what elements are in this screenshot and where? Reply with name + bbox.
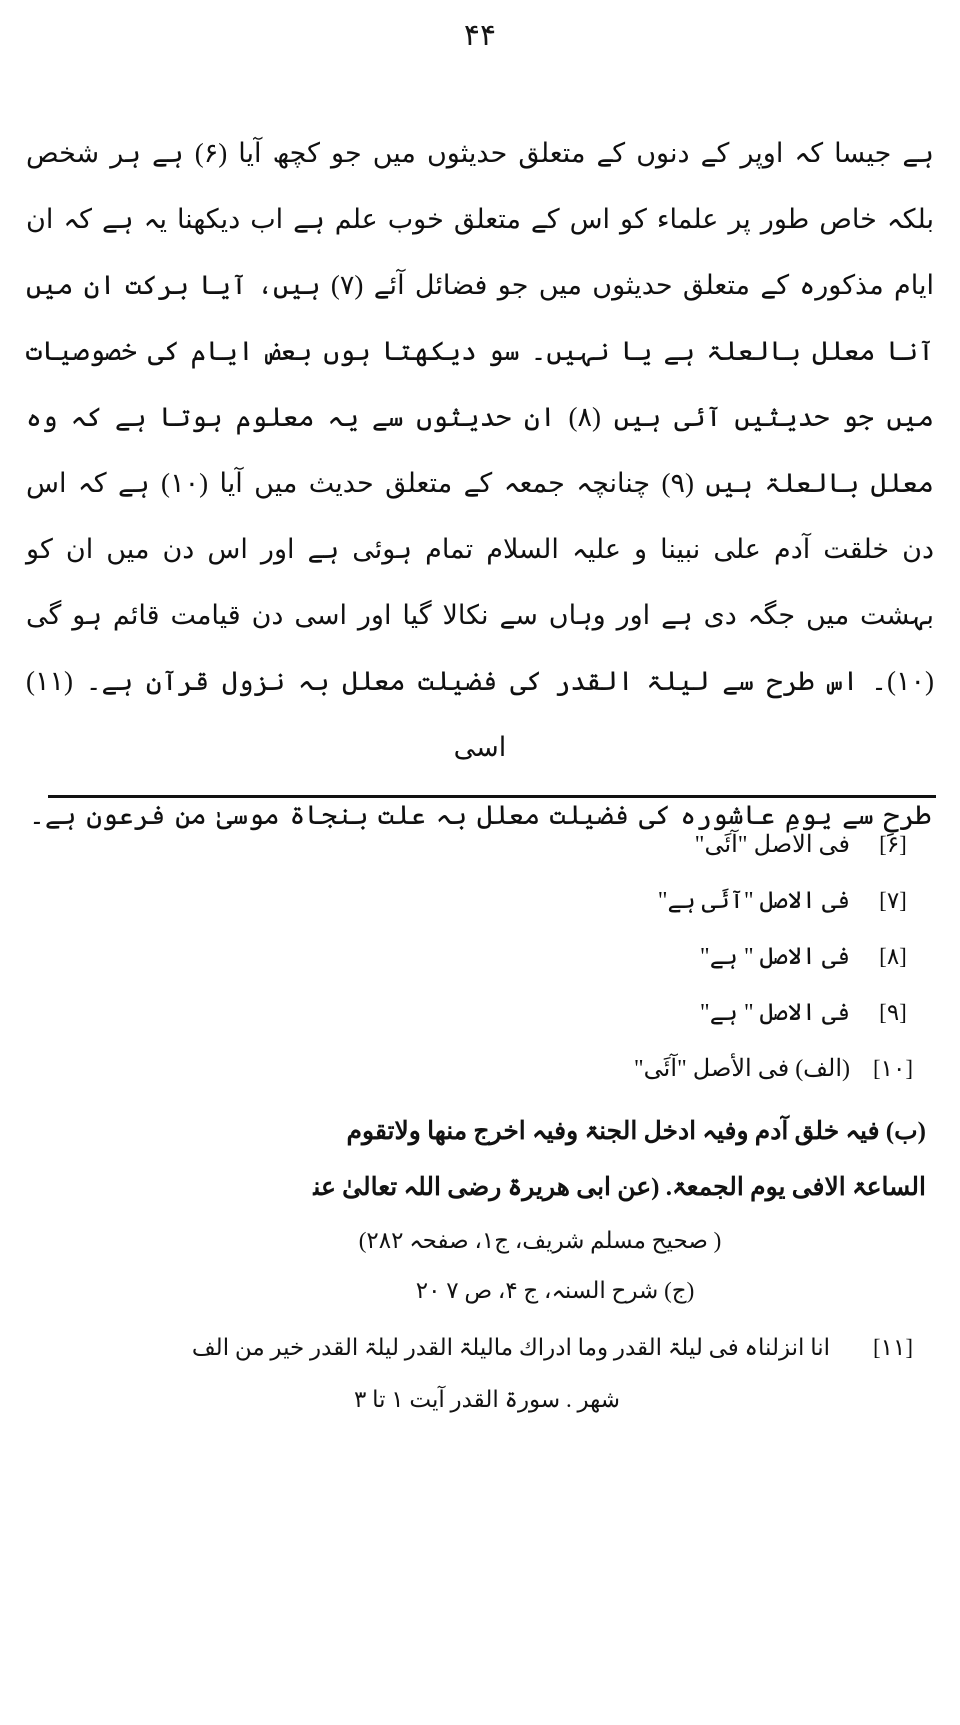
footnotes-section (24, 820, 936, 1426)
footnote-text: فی الاصل "آئَی" (694, 832, 850, 858)
footnote-separator (48, 795, 936, 798)
footnote-item (24, 876, 936, 932)
footnote-hadith-line-2: الساعۃ الافی یوم الجمعۃ. (عن ابی ھریرۃ رضی اللہ تعالیٰ عنہٗ (274, 1174, 926, 1201)
footnote-text: فی الاصل " ہے" (699, 944, 850, 970)
footnote-marker: [۹] (879, 1000, 907, 1025)
body-text (26, 120, 934, 848)
footnote-item (24, 932, 936, 988)
body-last-line: طرحِ سے یومِ عاشورہ کی فضیلت معلل بہ علت بنجاۃ موسیٰ من فرعون ہے۔ (29, 800, 931, 830)
footnote-citation-sharh-sunnah: (ج) شرح السنہ، ج ۴، ص ۷ ۲۰ (415, 1278, 695, 1303)
footnote-item (24, 1044, 936, 1100)
footnote-quran-text: انا انزلناہ فی لیلۃ القدر وما ادراك ماليلۃ القدر ليلۃ القدر خير من الف (191, 1335, 830, 1360)
page-number: ۴۴ (463, 19, 497, 52)
footnote-hadith-block (24, 1100, 936, 1316)
footnote-hadith-line-1: (ب) فیہ خلق آدم وفیہ ادخل الجنۃ وفیہ اخرج منھا ولاتقوم (346, 1118, 926, 1145)
footnote-marker: [۷] (879, 888, 907, 913)
footnote-citation-muslim: ( صحیح مسلم شریف، ج۱، صفحہ ۲۸۲) (358, 1228, 722, 1253)
footnote-marker: [۶] (879, 832, 907, 857)
body-paragraph: ہے جیسا کہ اوپر کے دنوں کے متعلق حدیثوں میں جو کچھ آیا (۶) ہے ہر شخص بلکہ خاص طور پر علماء کو اس کے متعلق خوب علم ہے اب دیکھنا یہ ہے کہ ان ایام مذکورہ کے متعلق حدیثوں میں جو فضائل آئے (۷) ہیں، آیا برکت ان میں آنا معلل بالعلۃ ہے یا نہیں۔ سو دیکھتا ہوں بعض ایام کی خصوصیات میں جو حدیثیں آئی ہیں (۸) ان حدیثوں سے یہ معلوم ہوتا ہے کہ وہ معلل بالعلۃ ہیں (۹) چنانچہ جمعہ کے متعلق حدیث میں آیا (۱۰) ہے کہ اس دن خلقت آدم علی نبینا و علیہ السلام تمام ہوئی ہے اور اس دن میں ان کو بہشت میں جگہ دی ہے اور وہاں سے نکالا گیا اور اسی دن قیامت قائم ہو گی (۱۰)۔ اس طرح سے لیلۃ القدر کی فضیلت معلل بہ نزول قرآن ہے۔ (۱۱) اسی (26, 138, 935, 762)
footnote-marker: [۱۱] (872, 1335, 914, 1360)
footnote-text: فی الاصل " ہے" (699, 1000, 850, 1026)
footnote-text: فی الاصل "آئَی ہے" (657, 888, 850, 914)
footnote-quran-reference: شھر . سورۃ القدر آیت ۱ تا ۳ (353, 1387, 621, 1412)
footnote-quran-body (24, 1322, 850, 1426)
footnote-marker: [۸] (879, 944, 907, 969)
footnote-item (24, 820, 936, 876)
footnote-item-quran (24, 1316, 936, 1426)
footnote-item (24, 988, 936, 1044)
footnote-text: (الف) فی الأصل "آئَی" (633, 1056, 850, 1082)
footnote-marker: [۱۰] (872, 1056, 914, 1081)
